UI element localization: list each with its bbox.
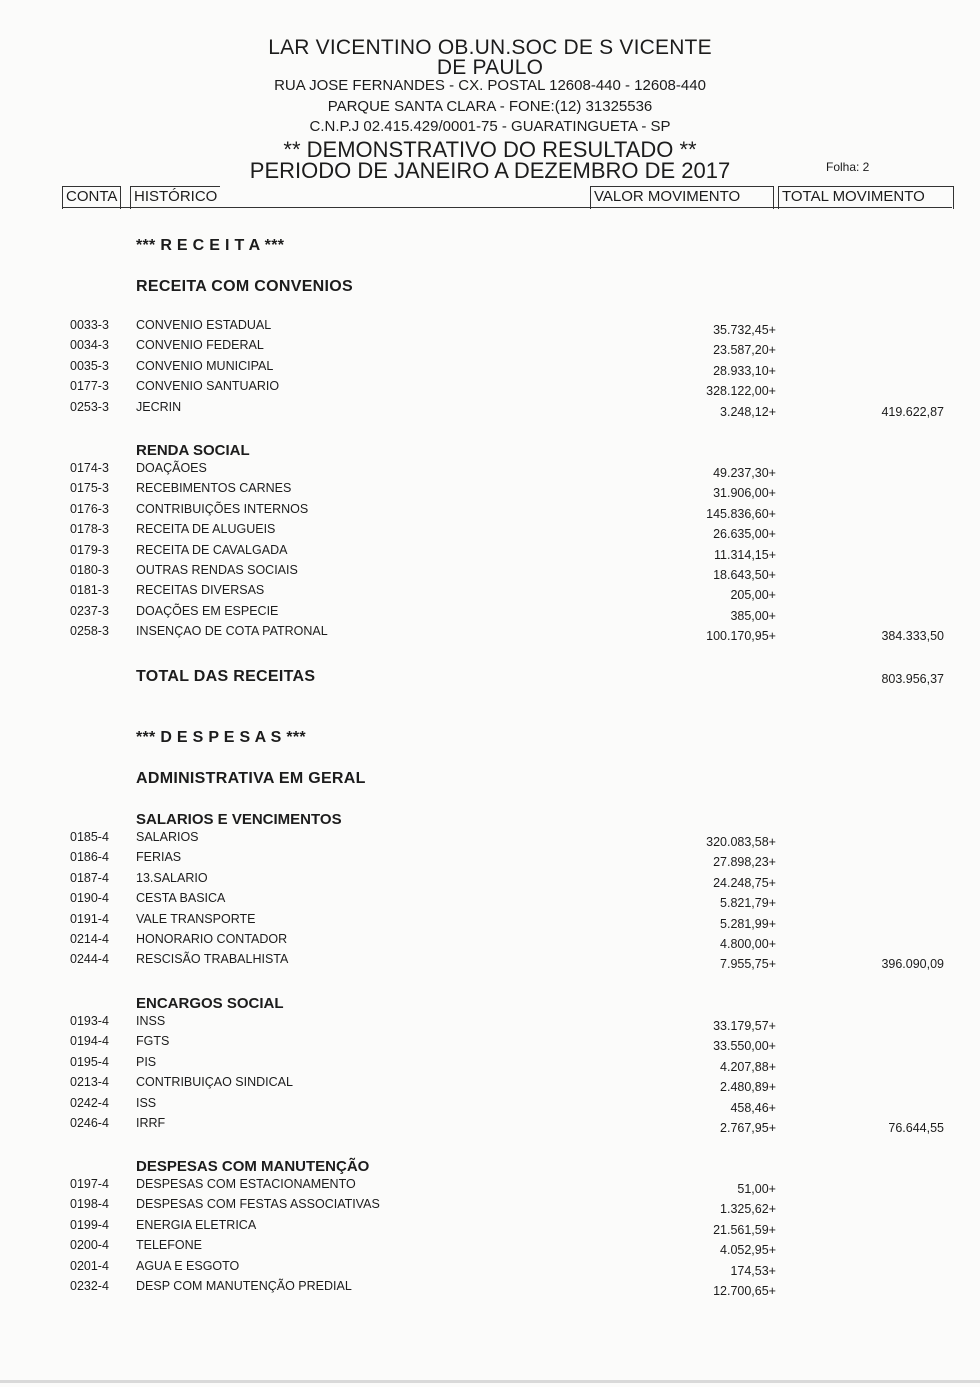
movement-value: 12.700,65+ [713,1284,776,1298]
account-description: CONVENIO MUNICIPAL [136,358,274,373]
account-code: 0187-4 [70,870,109,885]
table-row [0,1238,980,1256]
col-valor: VALOR MOVIMENTO [590,186,774,209]
table-row [0,912,980,930]
account-code: 0232-4 [70,1279,109,1293]
group-total: 76.644,55 [888,1121,944,1135]
table-row [0,543,980,561]
movement-value: 2.767,95+ [720,1121,776,1135]
account-code: 0177-3 [70,379,109,394]
movement-value: 5.281,99+ [720,916,776,931]
table-row [0,502,980,520]
group-total: 384.333,50 [881,629,944,644]
table-row [0,318,980,336]
encargos-title: ENCARGOS SOCIAL [136,995,284,1012]
account-description: PIS [136,1054,157,1069]
account-description: IRRF [136,1116,166,1130]
table-row [0,1014,980,1032]
account-description: CONVENIO SANTUARIO [136,379,280,394]
group-total: 419.622,87 [881,404,944,419]
table-row [0,583,980,601]
account-description: RESCISÃO TRABALHISTA [136,952,289,967]
receita-heading: *** R E C E I T A *** [136,237,285,254]
account-code: 0181-3 [70,583,109,598]
movement-value: 21.561,59+ [713,1222,776,1237]
col-conta: CONTA [62,186,121,209]
movement-value: 4.800,00+ [720,937,776,951]
admin-title: ADMINISTRATIVA EM GERAL [136,770,366,787]
table-row [0,481,980,499]
total-receitas-value: 803.956,37 [881,672,944,686]
account-description: CONVENIO ESTADUAL [136,318,272,332]
account-code: 0199-4 [70,1217,109,1232]
table-row [0,359,980,377]
account-description: CONTRIBUIÇÕES INTERNOS [136,501,309,516]
col-historico: HISTÓRICO [130,186,220,209]
account-code: 0258-3 [70,624,109,639]
account-description: ISS [136,1095,157,1110]
movement-value: 35.732,45+ [713,323,776,337]
movement-value: 7.955,75+ [720,957,776,972]
account-code: 0190-4 [70,891,109,906]
report-period: PERIODO DE JANEIRO A DEZEMBRO DE 2017 [249,158,731,183]
account-description: INSENÇAO DE COTA PATRONAL [136,624,328,639]
movement-value: 31.906,00+ [713,486,776,501]
table-row [0,952,980,970]
table-row [0,1055,980,1073]
account-code: 0200-4 [70,1238,109,1253]
total-receitas-label: TOTAL DAS RECEITAS [136,668,316,685]
district-phone: PARQUE SANTA CLARA - FONE:(12) 31325536 [327,98,653,115]
movement-value: 26.635,00+ [713,527,776,542]
movement-value: 24.248,75+ [713,875,776,890]
table-row [0,1075,980,1093]
table-row [0,1034,980,1052]
movement-value: 328.122,00+ [706,384,776,399]
account-description: RECEITAS DIVERSAS [136,583,265,598]
account-code: 0174-3 [70,461,109,475]
account-description: FERIAS [136,850,182,865]
account-description: AGUA E ESGOTO [136,1258,240,1273]
movement-value: 49.237,30+ [713,466,776,480]
account-code: 0033-3 [70,318,109,332]
account-code: 0201-4 [70,1258,109,1273]
movement-value: 5.821,79+ [720,896,776,911]
cnpj: C.N.P.J 02.415.429/0001-75 - GUARATINGUETA - SP [309,118,671,135]
account-description: DOAÇÕES EM ESPECIE [136,603,279,618]
account-description: INSS [136,1014,166,1028]
account-description: 13.SALARIO [136,870,208,885]
account-description: DESP COM MANUTENÇÃO PREDIAL [136,1279,352,1293]
account-description: SALARIOS [136,830,199,844]
convenios-title: RECEITA COM CONVENIOS [136,278,353,295]
table-row [0,932,980,950]
account-description: RECEITA DE CAVALGADA [136,542,288,557]
movement-value: 1.325,62+ [720,1202,776,1217]
table-row [0,1259,980,1277]
account-code: 0179-3 [70,542,109,557]
movement-value: 18.643,50+ [713,568,776,582]
movement-value: 11.314,15+ [714,547,776,562]
movement-value: 27.898,23+ [713,855,776,870]
account-description: CONTRIBUIÇAO SINDICAL [136,1075,293,1090]
movement-value: 385,00+ [730,608,776,623]
account-code: 0213-4 [70,1075,109,1090]
account-code: 0178-3 [70,522,109,537]
movement-value: 174,53+ [730,1263,776,1278]
table-row [0,1279,980,1297]
movement-value: 2.480,89+ [720,1080,776,1095]
movement-value: 4.052,95+ [720,1243,776,1258]
table-row [0,400,980,418]
group-total: 396.090,09 [881,957,944,972]
account-description: JECRIN [136,399,182,414]
movement-value: 145.836,60+ [706,506,776,521]
table-row [0,1197,980,1215]
movement-value: 3.248,12+ [720,404,776,419]
account-code: 0193-4 [70,1014,109,1028]
org-name: LAR VICENTINO OB.UN.SOC DE S VICENTE [268,36,712,59]
account-description: VALE TRANSPORTE [136,911,256,926]
table-row [0,1218,980,1236]
table-row [0,379,980,397]
account-code: 0197-4 [70,1177,109,1191]
table-row [0,850,980,868]
movement-value: 33.550,00+ [713,1039,776,1054]
col-total: TOTAL MOVIMENTO [778,186,954,209]
account-description: TELEFONE [136,1238,202,1253]
org-name-continued: DE PAULO [436,56,544,79]
account-code: 0180-3 [70,563,109,577]
header-divider [62,207,952,208]
account-code: 0176-3 [70,501,109,516]
account-code: 0191-4 [70,911,109,926]
address: RUA JOSE FERNANDES - CX. POSTAL 12608-440 - 12608-440 [274,77,706,94]
account-code: 0214-4 [70,932,109,946]
account-description: CONVENIO FEDERAL [136,338,264,353]
movement-value: 458,46+ [730,1100,776,1115]
account-code: 0244-4 [70,952,109,967]
account-description: DESPESAS COM FESTAS ASSOCIATIVAS [136,1197,380,1212]
table-row [0,338,980,356]
table-row [0,563,980,581]
account-description: DOAÇÃOES [136,461,207,475]
movement-value: 205,00+ [730,588,776,603]
account-code: 0237-3 [70,603,109,618]
table-row [0,604,980,622]
account-code: 0253-3 [70,399,109,414]
salarios-title: SALARIOS E VENCIMENTOS [136,811,342,828]
account-code: 0198-4 [70,1197,109,1212]
account-description: RECEBIMENTOS CARNES [136,481,292,496]
renda-title: RENDA SOCIAL [136,442,250,459]
account-code: 0194-4 [70,1034,109,1049]
account-description: OUTRAS RENDAS SOCIAIS [136,563,298,577]
movement-value: 23.587,20+ [713,343,776,358]
account-code: 0034-3 [70,338,109,353]
table-row [0,1116,980,1134]
movement-value: 28.933,10+ [713,363,776,378]
account-description: ENERGIA ELETRICA [136,1217,257,1232]
account-code: 0035-3 [70,358,109,373]
account-description: HONORARIO CONTADOR [136,932,288,946]
account-description: RECEITA DE ALUGUEIS [136,522,276,537]
movement-value: 33.179,57+ [713,1019,776,1033]
table-row [0,624,980,642]
table-row [0,830,980,848]
table-row [0,891,980,909]
account-code: 0186-4 [70,850,109,865]
movement-value: 4.207,88+ [720,1059,776,1074]
movement-value: 320.083,58+ [706,835,776,849]
table-row [0,1096,980,1114]
movement-value: 100.170,95+ [706,629,776,644]
table-row [0,461,980,479]
account-description: FGTS [136,1034,170,1049]
account-code: 0185-4 [70,830,109,844]
account-code: 0242-4 [70,1095,109,1110]
account-code: 0175-3 [70,481,109,496]
report-title: ** DEMONSTRATIVO DO RESULTADO ** [283,137,697,162]
scan-edge [0,1380,980,1383]
account-code: 0195-4 [70,1054,109,1069]
table-row [0,871,980,889]
manutencao-title: DESPESAS COM MANUTENÇÃO [136,1158,370,1175]
table-row [0,1177,980,1195]
despesa-heading: *** D E S P E S A S *** [136,729,306,746]
page-number: Folha: 2 [826,160,870,174]
table-row [0,522,980,540]
movement-value: 51,00+ [737,1182,776,1196]
account-code: 0246-4 [70,1116,109,1130]
account-description: DESPESAS COM ESTACIONAMENTO [136,1177,356,1191]
account-description: CESTA BASICA [136,891,226,906]
